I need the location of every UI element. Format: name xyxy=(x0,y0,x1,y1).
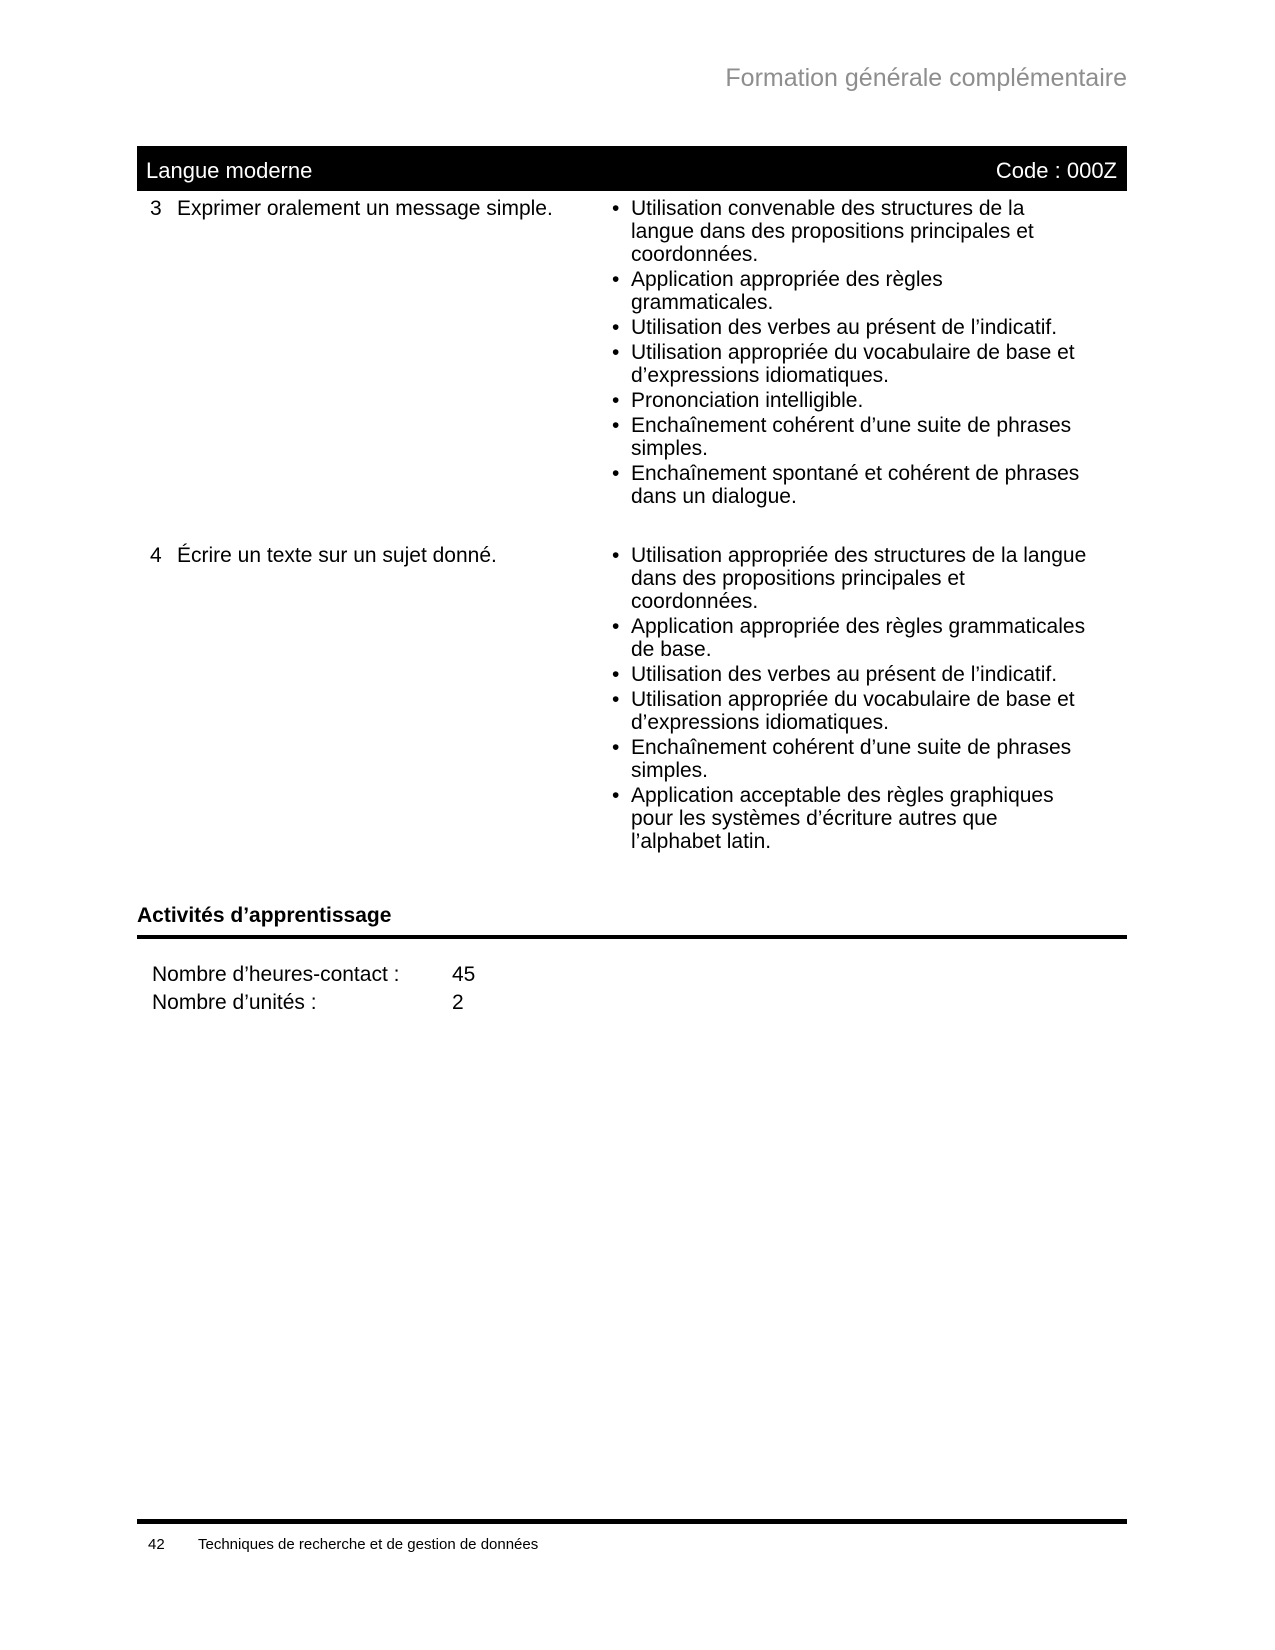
criterion: • Application appropriée des règles grammaticales de base. xyxy=(612,615,1089,661)
learning-activities-section xyxy=(137,903,1127,1017)
running-header: Formation générale complémentaire xyxy=(725,64,1127,92)
criterion: • Enchaînement cohérent d’une suite de phrases simples. xyxy=(612,736,1089,782)
criterion: • Utilisation des verbes au présent de l’indicatif. xyxy=(612,316,1081,339)
document-title: Techniques de recherche et de gestion de données xyxy=(198,1536,539,1553)
criterion: • Prononciation intelligible. xyxy=(612,389,1081,412)
footer-rule xyxy=(137,1519,1127,1524)
objective-number: 3 xyxy=(150,197,162,220)
criteria-list xyxy=(612,197,1081,510)
criterion: • Application acceptable des règles graphiques pour les systèmes d’écriture autres que l’alphabet latin. xyxy=(612,784,1089,853)
info-value: 45 xyxy=(452,963,476,986)
objective-row xyxy=(137,544,1127,855)
info-row xyxy=(152,961,1127,989)
info-label: Nombre d’heures-contact : xyxy=(152,963,400,986)
objective-statement-block xyxy=(137,197,612,510)
criteria-list xyxy=(612,544,1089,855)
criterion: • Utilisation appropriée des structures de la langue dans des propositions principales et coordonnées. xyxy=(612,544,1089,613)
course-code: Code : 000Z xyxy=(995,158,1117,183)
info-row xyxy=(152,989,1127,1017)
criterion: • Utilisation convenable des structures de la langue dans des propositions principales et coordonnées. xyxy=(612,197,1081,266)
activities-info xyxy=(137,961,1127,1017)
objective-number: 4 xyxy=(150,544,162,567)
footer-line xyxy=(137,1536,1127,1553)
objective-statement-block xyxy=(137,544,612,855)
section-heading: Activités d’apprentissage xyxy=(137,903,1127,939)
objective-row xyxy=(137,197,1127,510)
criterion: • Application appropriée des règles grammaticales. xyxy=(612,268,1081,314)
criterion: • Utilisation des verbes au présent de l’indicatif. xyxy=(612,663,1089,686)
objective-statement: Exprimer oralement un message simple. xyxy=(177,197,553,220)
course-title-bar xyxy=(137,146,1127,191)
info-value: 2 xyxy=(452,991,464,1014)
objective-statement: Écrire un texte sur un sujet donné. xyxy=(177,544,497,567)
objectives-section xyxy=(137,197,1127,855)
page-number: 42 xyxy=(148,1536,165,1553)
criterion: • Enchaînement spontané et cohérent de phrases dans un dialogue. xyxy=(612,462,1081,508)
info-label: Nombre d’unités : xyxy=(152,991,317,1014)
criterion: • Utilisation appropriée du vocabulaire de base et d’expressions idiomatiques. xyxy=(612,688,1089,734)
course-title: Langue moderne xyxy=(146,158,313,183)
criterion: • Utilisation appropriée du vocabulaire de base et d’expressions idiomatiques. xyxy=(612,341,1081,387)
criterion: • Enchaînement cohérent d’une suite de phrases simples. xyxy=(612,414,1081,460)
page-footer xyxy=(137,1519,1127,1553)
